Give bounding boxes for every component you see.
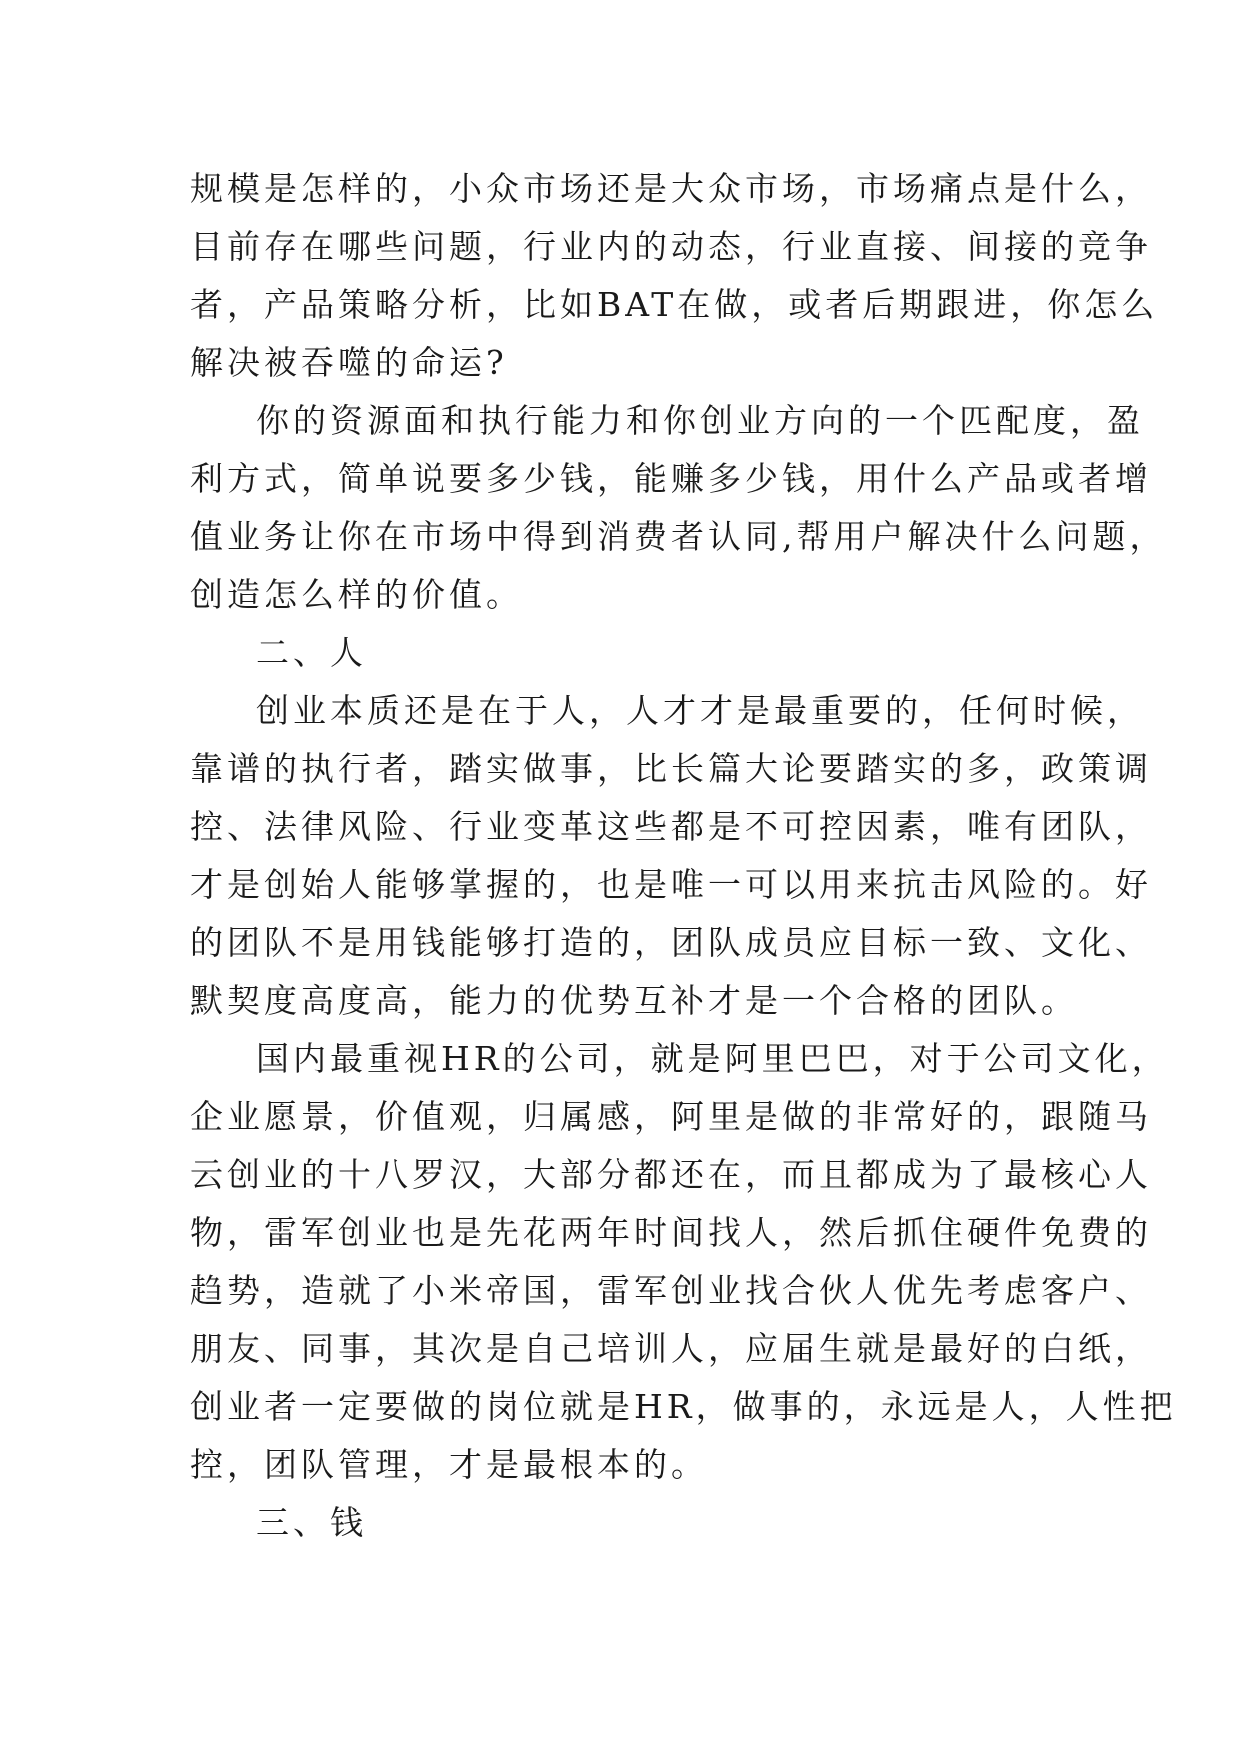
text-line: 创造怎么样的价值。	[190, 575, 523, 614]
text-line: 默契度高度高，能力的优势互补才是一个合格的团队。	[190, 981, 1078, 1020]
text-line: 规模是怎样的，小众市场还是大众市场，市场痛点是什么，	[190, 169, 1152, 208]
text-line: 物，雷军创业也是先花两年时间找人，然后抓住硬件免费的	[190, 1213, 1152, 1252]
text-line: 靠谱的执行者，踏实做事，比长篇大论要踏实的多，政策调	[190, 749, 1152, 788]
text-line: 朋友、同事，其次是自己培训人，应届生就是最好的白纸，	[190, 1329, 1152, 1368]
text-line: 创业者一定要做的岗位就是HR，做事的，永远是人，人性把	[190, 1387, 1177, 1426]
paragraph-first-line: 创业本质还是在于人，人才才是最重要的，任何时候，	[256, 691, 1144, 730]
section-heading: 三、钱	[256, 1503, 367, 1542]
text-line: 趋势，造就了小米帝国，雷军创业找合伙人优先考虑客户、	[190, 1271, 1152, 1310]
paragraph-first-line: 你的资源面和执行能力和你创业方向的一个匹配度，盈	[256, 401, 1144, 440]
text-line: 企业愿景，价值观，归属感，阿里是做的非常好的，跟随马	[190, 1097, 1152, 1136]
text-line: 控、法律风险、行业变革这些都是不可控因素，唯有团队，	[190, 807, 1152, 846]
text-line: 控，团队管理，才是最根本的。	[190, 1445, 708, 1484]
text-line: 云创业的十八罗汉，大部分都还在，而且都成为了最核心人	[190, 1155, 1152, 1194]
section-heading: 二、人	[256, 633, 367, 672]
text-line: 的团队不是用钱能够打造的，团队成员应目标一致、文化、	[190, 923, 1152, 962]
text-line: 解决被吞噬的命运?	[190, 343, 508, 382]
text-line: 目前存在哪些问题，行业内的动态，行业直接、间接的竞争	[190, 227, 1152, 266]
text-line: 利方式，简单说要多少钱，能赚多少钱，用什么产品或者增	[190, 459, 1152, 498]
text-line: 才是创始人能够掌握的，也是唯一可以用来抗击风险的。好	[190, 865, 1152, 904]
text-line: 者，产品策略分析，比如BAT在做，或者后期跟进，你怎么	[190, 285, 1159, 324]
document-body	[190, 160, 1177, 1552]
text-line: 值业务让你在市场中得到消费者认同,帮用户解决什么问题，	[190, 517, 1167, 556]
paragraph-first-line: 国内最重视HR的公司，就是阿里巴巴，对于公司文化，	[256, 1039, 1169, 1078]
